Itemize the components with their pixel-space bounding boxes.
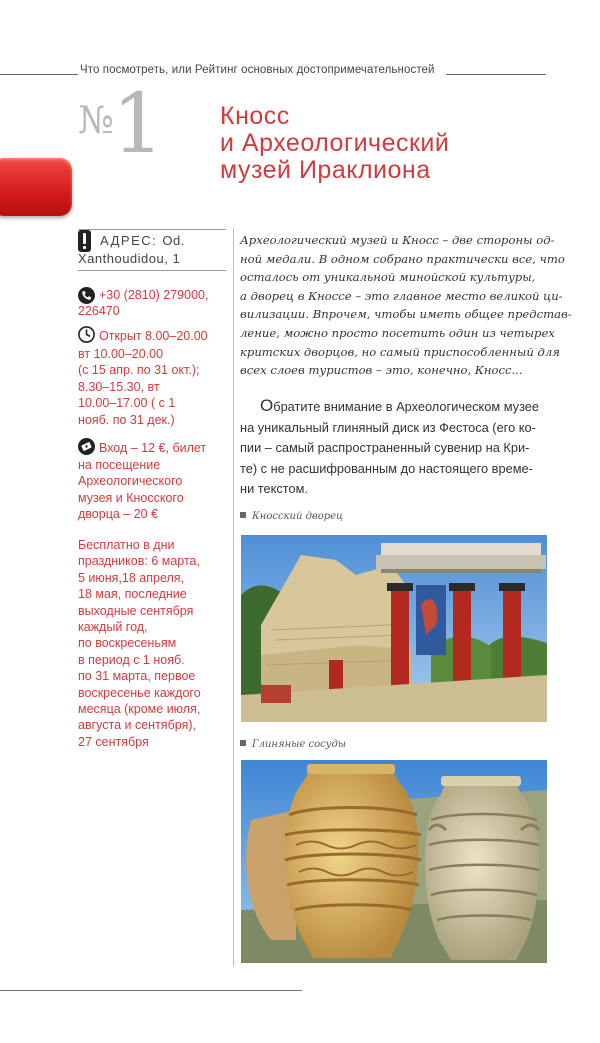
divider: [78, 270, 226, 271]
exclamation-icon: [78, 230, 91, 252]
address-value-part: Od.: [162, 233, 185, 248]
footer-rule: [0, 990, 302, 991]
hours-first-line: Открыт 8.00–20.00: [99, 329, 208, 343]
intro-line: Археологический музей и Кносс – две стороны од-: [240, 233, 555, 247]
entry-line: на посещение: [78, 458, 161, 472]
title-line: Кносс: [220, 102, 290, 130]
clock-icon: [78, 326, 95, 343]
red-tab-marker: [0, 158, 72, 216]
ticket-icon: [78, 438, 95, 455]
caption-square-icon: [240, 740, 246, 746]
body-line: [240, 396, 547, 418]
intro-line: а дворец в Кноссе – это главное место великой ци-: [240, 288, 563, 303]
hours-line: (с 15 апр. по 31 окт.);: [78, 363, 200, 378]
intro-paragraph: [240, 231, 572, 380]
intro-line: осталось от уникальной минойской культуры,: [240, 270, 536, 285]
body-first-text: братите внимание в Археологическом музее: [273, 399, 540, 414]
body-line: на уникальный глиняный диск из Фестоса (его ко-: [240, 419, 536, 435]
free-line: 5 июня,18 апреля,: [78, 570, 185, 585]
hours-line: нояб. по 31 дек.): [78, 412, 175, 427]
free-line: по 31 марта, первое: [78, 669, 196, 684]
free-line: в период с 1 нояб.: [78, 652, 185, 667]
free-admission-info: [78, 537, 201, 750]
free-line: августа и сентября),: [78, 718, 196, 733]
intro-line: всех слоев туристов – это, конечно, Кносс...: [240, 363, 523, 378]
photo-caption: [240, 511, 343, 522]
body-line: пии – самый распространенный сувенир на Кри-: [240, 440, 530, 456]
page-title: [220, 103, 540, 184]
free-line: праздников: 6 марта,: [78, 554, 200, 569]
title-line: и Археологический: [220, 129, 450, 157]
entry-line: Археологического: [78, 474, 183, 489]
photo-caption: [240, 739, 346, 750]
free-line: Бесплатно в дни: [78, 538, 175, 552]
caption-text: Кносский дворец: [252, 511, 344, 522]
column-divider: [233, 228, 234, 966]
divider: [78, 229, 226, 230]
title-line: музей Ираклиона: [220, 156, 431, 184]
drop-letter: О: [260, 396, 274, 415]
free-line: по воскресеньям: [78, 636, 177, 651]
free-line: воскресенье каждого: [78, 685, 201, 700]
intro-line: ление, можно просто посетить один из четырех: [240, 325, 555, 340]
address-label-text: АДРЕС:: [100, 233, 158, 248]
address-value: Xanthoudidou, 1: [78, 251, 181, 266]
caption-square-icon: [240, 512, 246, 518]
free-line: 27 сентября: [78, 734, 149, 749]
hours-line: 8.30–15.30, вт: [78, 379, 160, 394]
body-paragraph: [240, 396, 547, 500]
hours-line: 10.00–17.00 ( с 1: [78, 396, 176, 411]
intro-line: вилизации. Впрочем, чтобы иметь общее представ-: [240, 307, 572, 322]
phone-icon: [78, 287, 95, 304]
free-line: месяца (кроме июля,: [78, 702, 201, 717]
phone-number-extra[interactable]: 226470: [78, 304, 120, 318]
free-line: 18 мая, последние: [78, 587, 187, 602]
intro-line: критских дворцов, но самый приспособленный для: [240, 344, 560, 359]
header-rule-left: [0, 74, 78, 75]
header-rule-right: [446, 74, 546, 75]
entry-price: Вход – 12 €, билет: [99, 441, 207, 455]
knossos-palace-photo: [241, 535, 547, 722]
body-line: ни текстом.: [240, 481, 308, 497]
entry-details: [78, 457, 184, 523]
intro-line: ной медали. В одном собрано практически все, что: [240, 251, 565, 266]
body-line: те) с не расшифрованным до настоящего време-: [240, 460, 533, 476]
hours-line: вт 10.00–20.00: [78, 347, 164, 361]
entry-line: дворца – 20 €: [78, 507, 159, 522]
caption-text: Глиняные сосуды: [252, 739, 346, 750]
running-header: Что посмотреть, или Рейтинг основных достопримечательностей: [80, 64, 435, 76]
entry-line: музея и Кносского: [78, 490, 184, 505]
clay-jars-photo: [241, 760, 547, 963]
hours-details: [78, 346, 199, 428]
free-line: каждый год,: [78, 620, 148, 635]
address-label: [100, 233, 185, 248]
phone-number[interactable]: +30 (2810) 279000,: [99, 288, 209, 302]
rank-sign: №: [78, 98, 114, 142]
rank-number: 1: [112, 77, 165, 172]
free-line: выходные сентября: [78, 603, 194, 618]
